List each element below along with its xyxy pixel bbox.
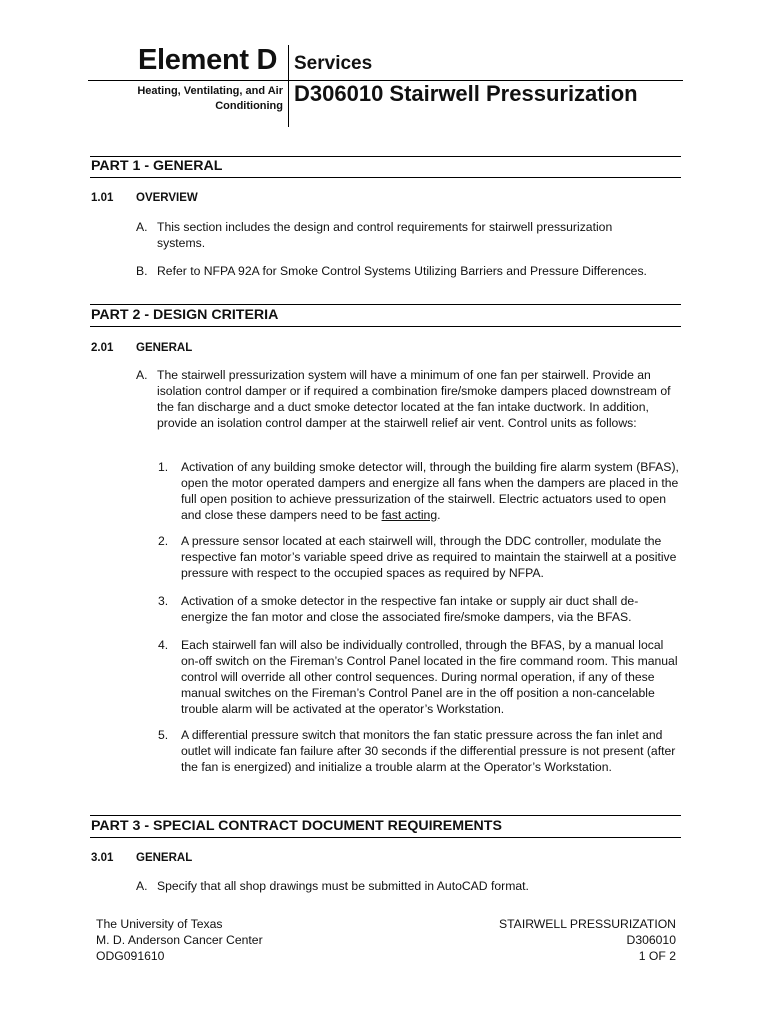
division-line-2: Conditioning (215, 100, 283, 112)
footer-institution: The University of Texas (96, 917, 223, 931)
part-1-title: PART 1 - GENERAL (91, 158, 223, 174)
part-3-bottom-rule (90, 837, 681, 838)
article-1-01-number: 1.01 (91, 192, 114, 204)
list-item-number: 3. (158, 594, 169, 608)
part-3-title: PART 3 - SPECIAL CONTRACT DOCUMENT REQUIREMENTS (91, 818, 502, 834)
division-line-1: Heating, Ventilating, and Air (137, 85, 283, 97)
list-item-text-tail: . (437, 508, 441, 522)
header-vertical-divider (288, 45, 289, 127)
article-2-01-title: GENERAL (136, 342, 193, 354)
list-item-text-body: Activation of any building smoke detector will, through the building fire alarm system (BFAS), open the motor operated dampers and energize all fans when the dampers are placed in the full open position to achieve pressurization of the stairwell. Electric actuators used to open and close these dampers need to be (181, 460, 679, 522)
list-item-text (181, 459, 679, 523)
paragraph-label: A. (136, 368, 148, 382)
paragraph-label: A. (136, 879, 148, 893)
part-1-bottom-rule (90, 177, 681, 178)
part-1-top-rule (90, 156, 681, 157)
list-item-text: A differential pressure switch that monitors the fan static pressure across the fan inlet and outlet will indicate fan failure after 30 seconds if the differential pressure is not present (after the fan is energized) and initialize a trouble alarm at the Operator’s Workstation. (181, 728, 676, 774)
part-2-top-rule (90, 304, 681, 305)
part-3-top-rule (90, 815, 681, 816)
footer-section-name: STAIRWELL PRESSURIZATION (499, 917, 676, 931)
division-label (96, 84, 283, 114)
list-item-number: 2. (158, 534, 169, 548)
element-title: Element D (138, 44, 278, 76)
list-item-number: 1. (158, 460, 169, 474)
footer-left (96, 916, 263, 964)
paragraph-text: The stairwell pressurization system will have a minimum of one fan per stairwell. Provide an isolation control damper or if required a combination fire/smoke dampers placed downstream of the fan discharge and a duct smoke detector located at the fan intake ductwork. In addition, provide an isolation control damper at the stairwell relief air vent. Control units as follows: (157, 368, 671, 430)
article-2-01-number: 2.01 (91, 342, 114, 354)
list-item-text: A pressure sensor located at each stairwell will, through the DDC controller, modulate the respective fan motor’s variable speed drive as required to maintain the stairwell at a positive pressure with respect to the occupied spaces as required by NFPA. (181, 534, 677, 580)
page-number: 1 OF 2 (638, 949, 676, 963)
footer-center-name: M. D. Anderson Cancer Center (96, 933, 263, 947)
paragraph-text: This section includes the design and control requirements for stairwell pressurization systems. (157, 220, 613, 250)
list-item-number: 4. (158, 638, 169, 652)
list-item-number: 5. (158, 728, 169, 742)
list-item-text: Activation of a smoke detector in the respective fan intake or supply air duct shall de-energize the fan motor and close the associated fire/smoke dampers, via the BFAS. (181, 594, 639, 624)
paragraph-label: B. (136, 264, 148, 278)
list-item-text: Each stairwell fan will also be individually controlled, through the BFAS, by a manual local on-off switch on the Fireman’s Control Panel located in the fire command room. This manual control will override all other control sequences. During normal operation, if any of these manual switches on the Fireman’s Control Panel are in the off position a non-cancelable trouble alarm will be activated at the operator’s Workstation. (181, 638, 678, 716)
footer-right (420, 916, 676, 964)
category-label: Services (294, 53, 373, 74)
section-title: D306010 Stairwell Pressurization (294, 81, 638, 106)
article-1-01-title: OVERVIEW (136, 192, 198, 204)
footer-section-number: D306010 (626, 933, 676, 947)
paragraph-text: Refer to NFPA 92A for Smoke Control Systems Utilizing Barriers and Pressure Differences. (157, 264, 647, 278)
part-2-title: PART 2 - DESIGN CRITERIA (91, 307, 279, 323)
article-3-01-title: GENERAL (136, 852, 193, 864)
fast-acting-emphasis: fast acting (381, 508, 438, 522)
article-3-01-number: 3.01 (91, 852, 114, 864)
footer-doc-code: ODG091610 (96, 949, 165, 963)
paragraph-label: A. (136, 220, 148, 234)
part-2-bottom-rule (90, 326, 681, 327)
paragraph-text: Specify that all shop drawings must be submitted in AutoCAD format. (157, 879, 529, 893)
